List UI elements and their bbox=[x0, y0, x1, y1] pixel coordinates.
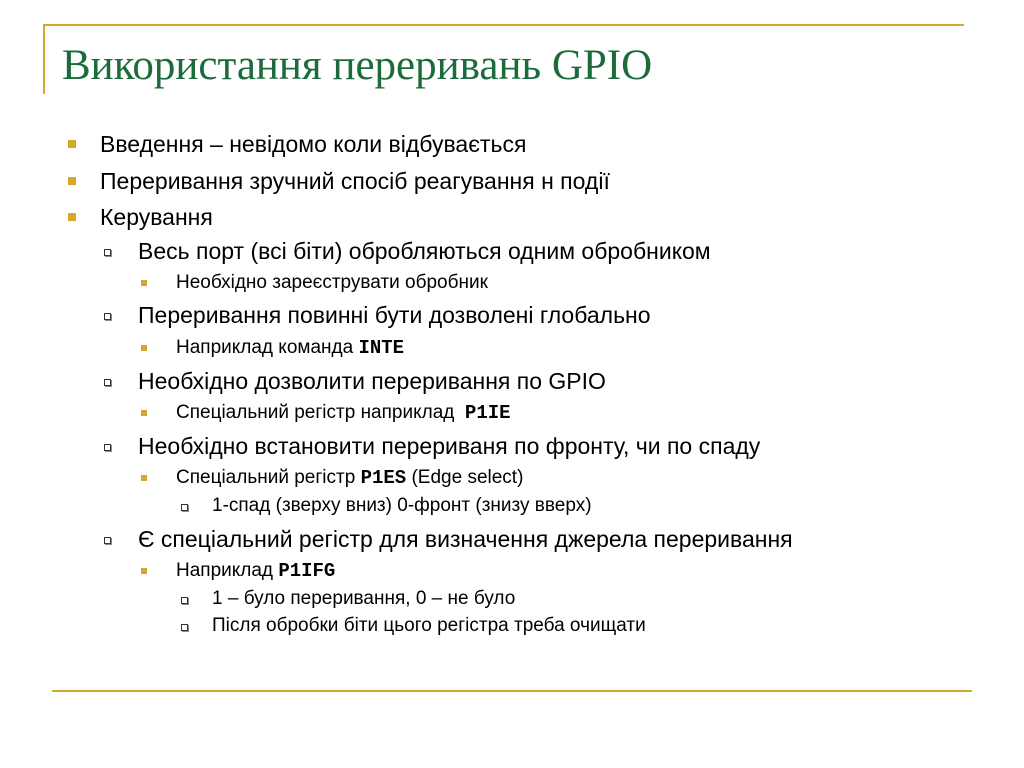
list-item: Введення – невідомо коли відбувається bbox=[100, 131, 527, 157]
list-item: Після обробки біти цього регістра треба очищати bbox=[212, 615, 646, 636]
slide-title: Використання переривань GPIO bbox=[62, 42, 653, 89]
square-bullet-icon bbox=[141, 345, 147, 351]
square-bullet-icon bbox=[141, 568, 147, 574]
box-bullet-icon bbox=[181, 597, 188, 604]
bottom-rule bbox=[52, 690, 972, 692]
square-bullet-icon bbox=[141, 410, 147, 416]
list-item: Переривання повинні бути дозволені глобально bbox=[138, 302, 651, 328]
list-item: Є спеціальний регістр для визначення джерела переривання bbox=[138, 526, 793, 552]
list-item: 1 – було переривання, 0 – не було bbox=[212, 588, 516, 609]
list-item: Спеціальний регістр P1ES (Edge select) bbox=[176, 467, 524, 489]
box-bullet-icon bbox=[104, 249, 111, 256]
list-item: Керування bbox=[100, 204, 213, 230]
left-rule bbox=[43, 24, 45, 94]
list-item: Необхідно зареєструвати обробник bbox=[176, 272, 488, 293]
list-item: Необхідно дозволити переривання по GPIO bbox=[138, 368, 606, 394]
list-item: Наприклад P1IFG bbox=[176, 560, 336, 582]
box-bullet-icon bbox=[104, 379, 111, 386]
list-item: Спеціальний регістр наприклад P1IE bbox=[176, 402, 511, 424]
box-bullet-icon bbox=[181, 504, 188, 511]
square-bullet-icon bbox=[68, 213, 76, 221]
box-bullet-icon bbox=[181, 624, 188, 631]
square-bullet-icon bbox=[68, 177, 76, 185]
list-item: Переривання зручний спосіб реагування н події bbox=[100, 168, 610, 194]
list-item: Весь порт (всі біти) обробляються одним обробником bbox=[138, 238, 711, 264]
square-bullet-icon bbox=[141, 280, 147, 286]
list-item: Необхідно встановити перериваня по фронту, чи по спаду bbox=[138, 433, 761, 459]
list-item: 1-спад (зверху вниз) 0-фронт (знизу вверх) bbox=[212, 495, 592, 516]
box-bullet-icon bbox=[104, 444, 111, 451]
box-bullet-icon bbox=[104, 537, 111, 544]
list-item: Наприклад команда INTE bbox=[176, 337, 405, 359]
top-rule bbox=[43, 24, 964, 26]
square-bullet-icon bbox=[141, 475, 147, 481]
square-bullet-icon bbox=[68, 140, 76, 148]
box-bullet-icon bbox=[104, 313, 111, 320]
